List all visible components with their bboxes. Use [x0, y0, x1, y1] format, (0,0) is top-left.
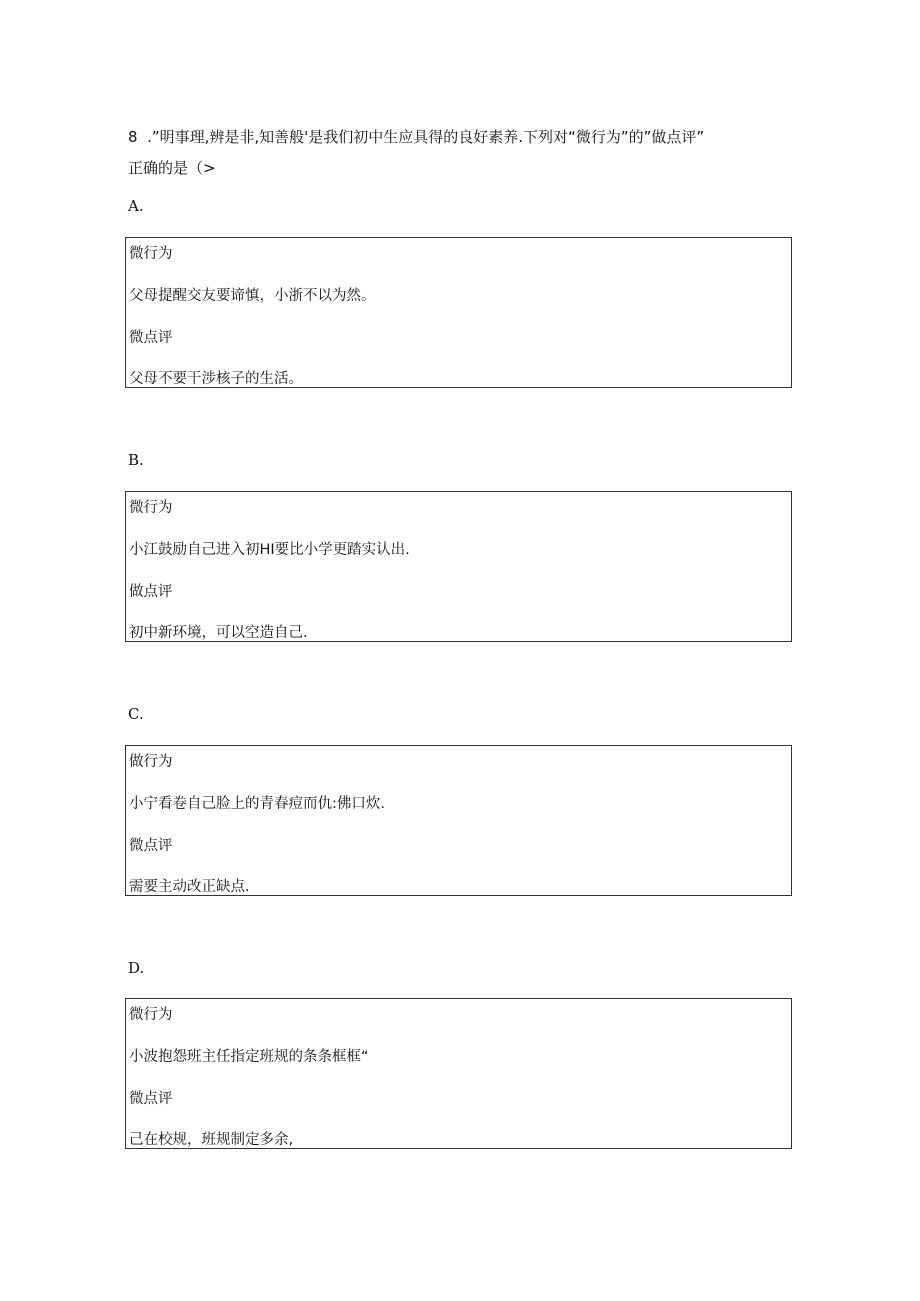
option-d-behavior-text: 小波抱怨班主任指定班规的条条框框“ — [129, 1049, 369, 1065]
option-c-behavior-text: 小宁看卷自己脸上的青春痘而仇:佛口炊. — [129, 796, 385, 812]
option-d-behavior-heading: 微行为 — [129, 1007, 173, 1023]
option-a-table — [125, 237, 792, 388]
option-a-comment-text: 父母不要干涉核子的生活。 — [129, 371, 303, 387]
option-b-behavior-heading: 微行为 — [129, 500, 173, 516]
option-c-label: C. — [128, 705, 144, 723]
option-d-comment-text: 己在校规，班规制定多余, — [129, 1132, 294, 1148]
option-a-behavior-text: 父母提醒交友要谛慎，小浙不以为然。 — [129, 288, 376, 304]
option-b-behavior-text: 小江鼓励自己进入初HI要比小学更踏实认出. — [129, 542, 410, 558]
option-c-table — [125, 745, 792, 896]
question-text-line-2: 正确的是（> — [128, 159, 216, 177]
option-c-comment-text: 需要主动改正缺点. — [129, 879, 250, 895]
option-d-label: D. — [128, 959, 145, 977]
option-d-table — [125, 998, 792, 1149]
option-c-comment-heading: 微点评 — [129, 838, 173, 854]
question-text-line-1: 8 .”明事理,辨是非,知善般'是我们初中生应具得的良好素养.下列对“微行为”的”做点评” — [128, 128, 705, 146]
option-b-comment-text: 初中新环境，可以空造自己. — [129, 625, 308, 641]
option-b-comment-heading: 做点评 — [129, 584, 173, 600]
option-a-behavior-heading: 微行为 — [129, 246, 173, 262]
option-b-label: B. — [128, 451, 144, 469]
option-d-comment-heading: 微点评 — [129, 1091, 173, 1107]
option-c-behavior-heading: 做行为 — [129, 754, 173, 770]
option-b-table — [125, 491, 792, 642]
option-a-label: A. — [128, 197, 144, 215]
option-a-comment-heading: 微点评 — [129, 330, 173, 346]
